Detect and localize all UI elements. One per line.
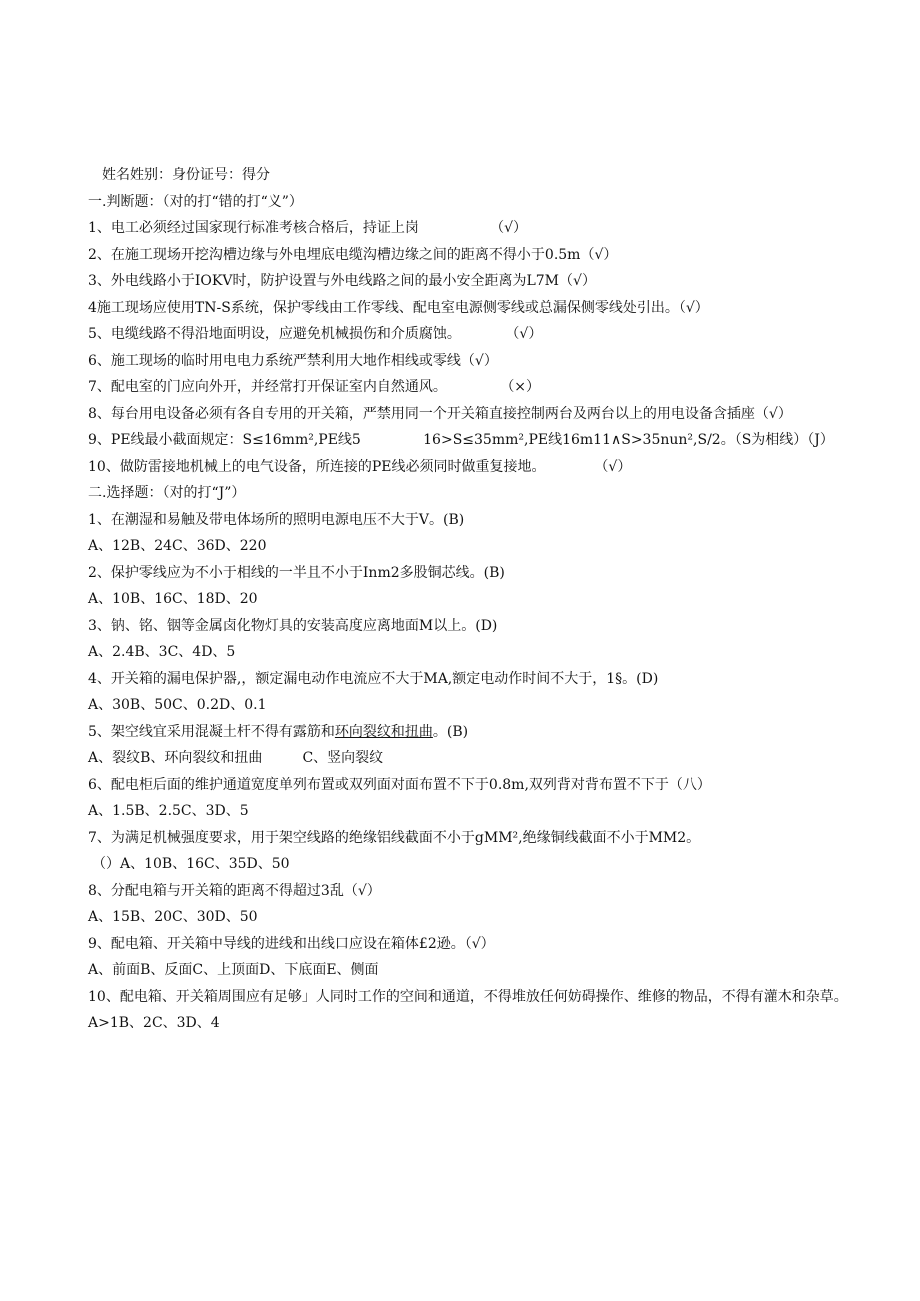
choice-question-6: 6、配电柜后面的维护通道宽度单列布置或双列面对面布置不下于0.8m,双列背对背布置不下于（八） (88, 776, 711, 793)
section-title-judgment: 一.判断题：（对的打“错的打“义”） (88, 193, 303, 210)
choice-question-10: 10、配电箱、开关箱周围应有足够」人同时工作的空间和通道，不得堆放任何妨碍操作、维修的物品，不得有灌木和杂草。 (88, 988, 848, 1005)
choice-options-9: A、前面B、反面C、上顶面D、下底面E、侧面 (88, 962, 379, 978)
choice-options-5: A、裂纹B、环向裂纹和扭曲 C、竖向裂纹 (88, 750, 384, 766)
choice-question-2: 2、保护零线应为不小于相线的一半且不小于Inm2多股铜芯线。(B) (88, 564, 505, 581)
judgment-item-3: 3、外电线路小于IOKV时，防护设置与外电线路之间的最小安全距离为L7M（√） (88, 273, 596, 289)
choice-options-10: A>1B、2C、3D、4 (88, 1015, 220, 1031)
judgment-item-8: 8、每台用电设备必须有各自专用的开关箱，严禁用同一个开关箱直接控制两台及两台以上的用电设备含插座（√） (88, 405, 792, 422)
document-page (88, 162, 848, 1037)
choice-question-9: 9、配电箱、开关箱中导线的进线和出线口应设在箱体£2逊。（√） (88, 935, 495, 952)
choice-options-2: A、10B、16C、18D、20 (88, 591, 258, 607)
judgment-item-1: 1、电工必须经过国家现行标准考核合格后，持证上岗 （√） (88, 220, 528, 236)
judgment-item-7: 7、配电室的门应向外开，并经常打开保证室内自然通风。 （×） (88, 379, 541, 395)
choice-question-8: 8、分配电箱与开关箱的距离不得超过3乱（√） (88, 882, 381, 899)
judgment-item-10: 10、做防雷接地机械上的电气设备，所连接的PE线必须同时做重复接地。 （√） (88, 458, 632, 475)
choice-options-3: A、2.4B、3C、4D、5 (88, 644, 236, 660)
choice-question-5: 5、架空线宜采用混凝土杆不得有露筋和环向裂纹和扭曲。(B) (88, 723, 469, 740)
choice-options-6: A、1.5B、2.5C、3D、5 (88, 803, 249, 819)
choice-question-3: 3、钠、铭、铟等金属卤化物灯具的安装高度应离地面M以上。(D) (88, 617, 498, 634)
underlined-answer-text: 环向裂纹和扭曲 (334, 723, 433, 740)
choice-question-4: 4、开关箱的漏电保护器,，额定漏电动作电流应不大于MA,额定电动作时间不大于，1§。(D) (88, 670, 659, 687)
choice-question-7: 7、为满足机械强度要求，用于架空线路的绝缘铝线截面不小于gMM²,绝缘铜线截面不小于MM2。 (88, 829, 701, 846)
choice-options-4: A、30B、50C、0.2D、0.1 (88, 697, 267, 713)
judgment-item-6: 6、施工现场的临时用电电力系统严禁利用大地作相线或零线（√） (88, 352, 498, 369)
header-line: 姓名姓别：身份证号：得分 (102, 167, 270, 183)
choice-options-7: （）A、10B、16C、35D、50 (92, 856, 290, 872)
judgment-item-4: 4施工现场应使用TN-S系统，保护零线由工作零线、配电室电源侧零线或总漏保侧零线处引出。（√） (88, 299, 709, 316)
judgment-item-2: 2、在施工现场开挖沟槽边缘与外电埋底电缆沟槽边缘之间的距离不得小于0.5m（√） (88, 246, 618, 263)
choice-options-1: A、12B、24C、36D、220 (88, 538, 267, 554)
section-title-choice: 二.选择题：（对的打“J”） (88, 485, 246, 501)
choice-question-1: 1、在潮湿和易触及带电体场所的照明电源电压不大于V。(B) (88, 511, 465, 528)
judgment-item-9: 9、PE线最小截面规定：S≤16mm²,PE线5 16>S≤35mm²,PE线16m11∧S>35nun²,S/2。（S为相线）（J） (88, 432, 834, 448)
judgment-item-5: 5、电缆线路不得沿地面明设，应避免机械损伤和介质腐蚀。 （√） (88, 326, 543, 342)
choice-options-8: A、15B、20C、30D、50 (88, 909, 258, 925)
